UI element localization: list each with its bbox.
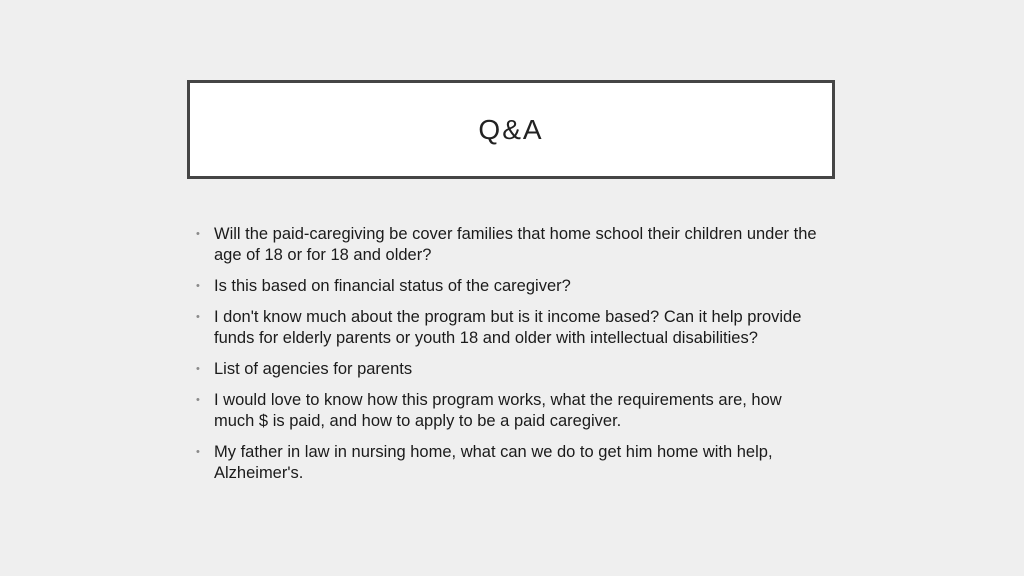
bullet-item bbox=[196, 359, 826, 380]
bullet-icon: • bbox=[196, 394, 200, 406]
bullet-item bbox=[196, 276, 826, 297]
bullet-icon: • bbox=[196, 280, 200, 292]
bullet-text: I don't know much about the program but is it income based? Can it help provide funds for elderly parents or youth 18 and older with intellectual disabilities? bbox=[214, 308, 802, 347]
bullet-text: List of agencies for parents bbox=[214, 360, 413, 378]
bullet-text: Will the paid-caregiving be cover families that home school their children under the age of 18 or for 18 and older? bbox=[214, 225, 817, 264]
bullet-item bbox=[196, 442, 826, 484]
bullet-text: My father in law in nursing home, what can we do to get him home with help, Alzheimer's. bbox=[214, 443, 773, 482]
bullet-icon: • bbox=[196, 228, 200, 240]
bullet-text: Is this based on financial status of the caregiver? bbox=[214, 277, 571, 295]
bullet-item bbox=[196, 224, 826, 266]
slide-title: Q&A bbox=[478, 113, 544, 145]
bullet-text: I would love to know how this program works, what the requirements are, how much $ is paid, and how to apply to be a paid caregiver. bbox=[214, 391, 782, 430]
bullet-list bbox=[196, 224, 826, 494]
bullet-item bbox=[196, 307, 826, 349]
bullet-icon: • bbox=[196, 363, 200, 375]
title-box bbox=[187, 80, 835, 179]
bullet-icon: • bbox=[196, 311, 200, 323]
bullet-icon: • bbox=[196, 446, 200, 458]
bullet-item bbox=[196, 390, 826, 432]
